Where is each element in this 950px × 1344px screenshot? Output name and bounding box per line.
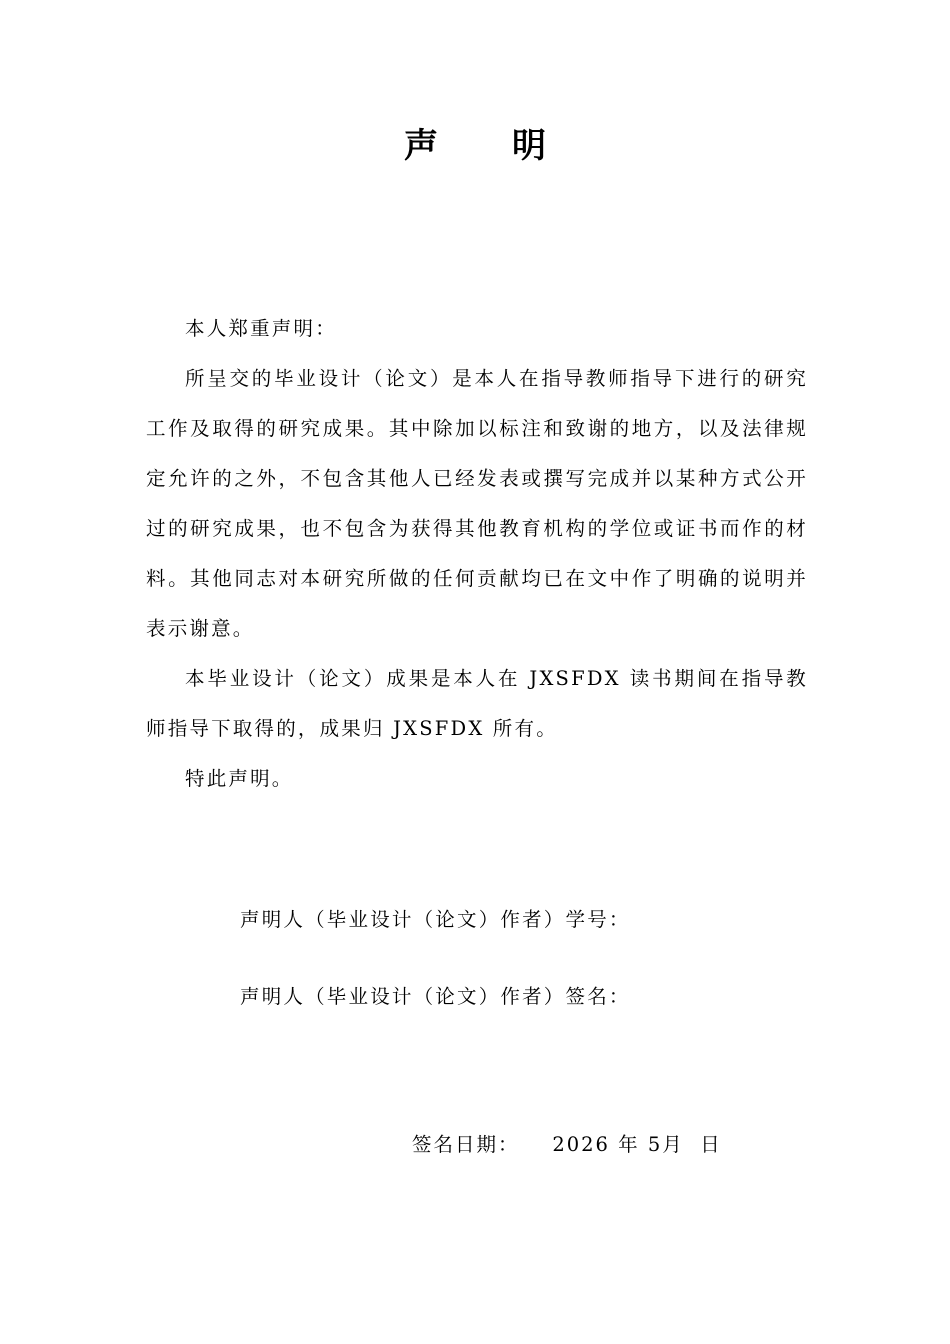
page-title: [0, 118, 950, 167]
declaration-intro: 本人郑重声明：: [185, 317, 337, 340]
date-spacer: [520, 1133, 553, 1156]
student-id-line: 声明人（毕业设计（论文）作者）学号：: [240, 908, 631, 931]
signature-line: 声明人（毕业设计（论文）作者）签名：: [240, 985, 631, 1008]
date-spacer: [610, 1133, 618, 1156]
declaration-paragraph-originality: 所呈交的毕业设计（论文）是本人在指导教师指导下进行的研究工作及取得的研究成果。其中除加以标注和致谢的地方，以及法律规定允许的之外，不包含其他人已经发表或撰写完成并以某种方式公开过的研究成果，也不包含为获得其他教育机构的学位或证书而作的材料。其他同志对本研究所做的任何贡献均已在文中作了明确的说明并表示谢意。: [146, 367, 808, 640]
date-month: 5: [647, 1133, 663, 1156]
title-char-1: 声: [404, 126, 438, 166]
date-day-unit: 日: [700, 1133, 722, 1156]
date-year-unit: 年: [618, 1133, 640, 1156]
signature-date-line: [412, 1130, 722, 1160]
date-label: 签名日期：: [412, 1133, 520, 1156]
date-spacer: [684, 1133, 700, 1156]
date-spacer: [640, 1133, 648, 1156]
date-month-unit: 月: [662, 1133, 684, 1156]
declaration-closing: 特此声明。: [185, 767, 294, 790]
declaration-body: [146, 304, 808, 804]
date-year: 2026: [552, 1133, 610, 1156]
title-char-2: 明: [512, 126, 546, 166]
declaration-paragraph-ownership: 本毕业设计（论文）成果是本人在 JXSFDX 读书期间在指导教师指导下取得的，成果归 JXSFDX 所有。: [146, 667, 808, 740]
